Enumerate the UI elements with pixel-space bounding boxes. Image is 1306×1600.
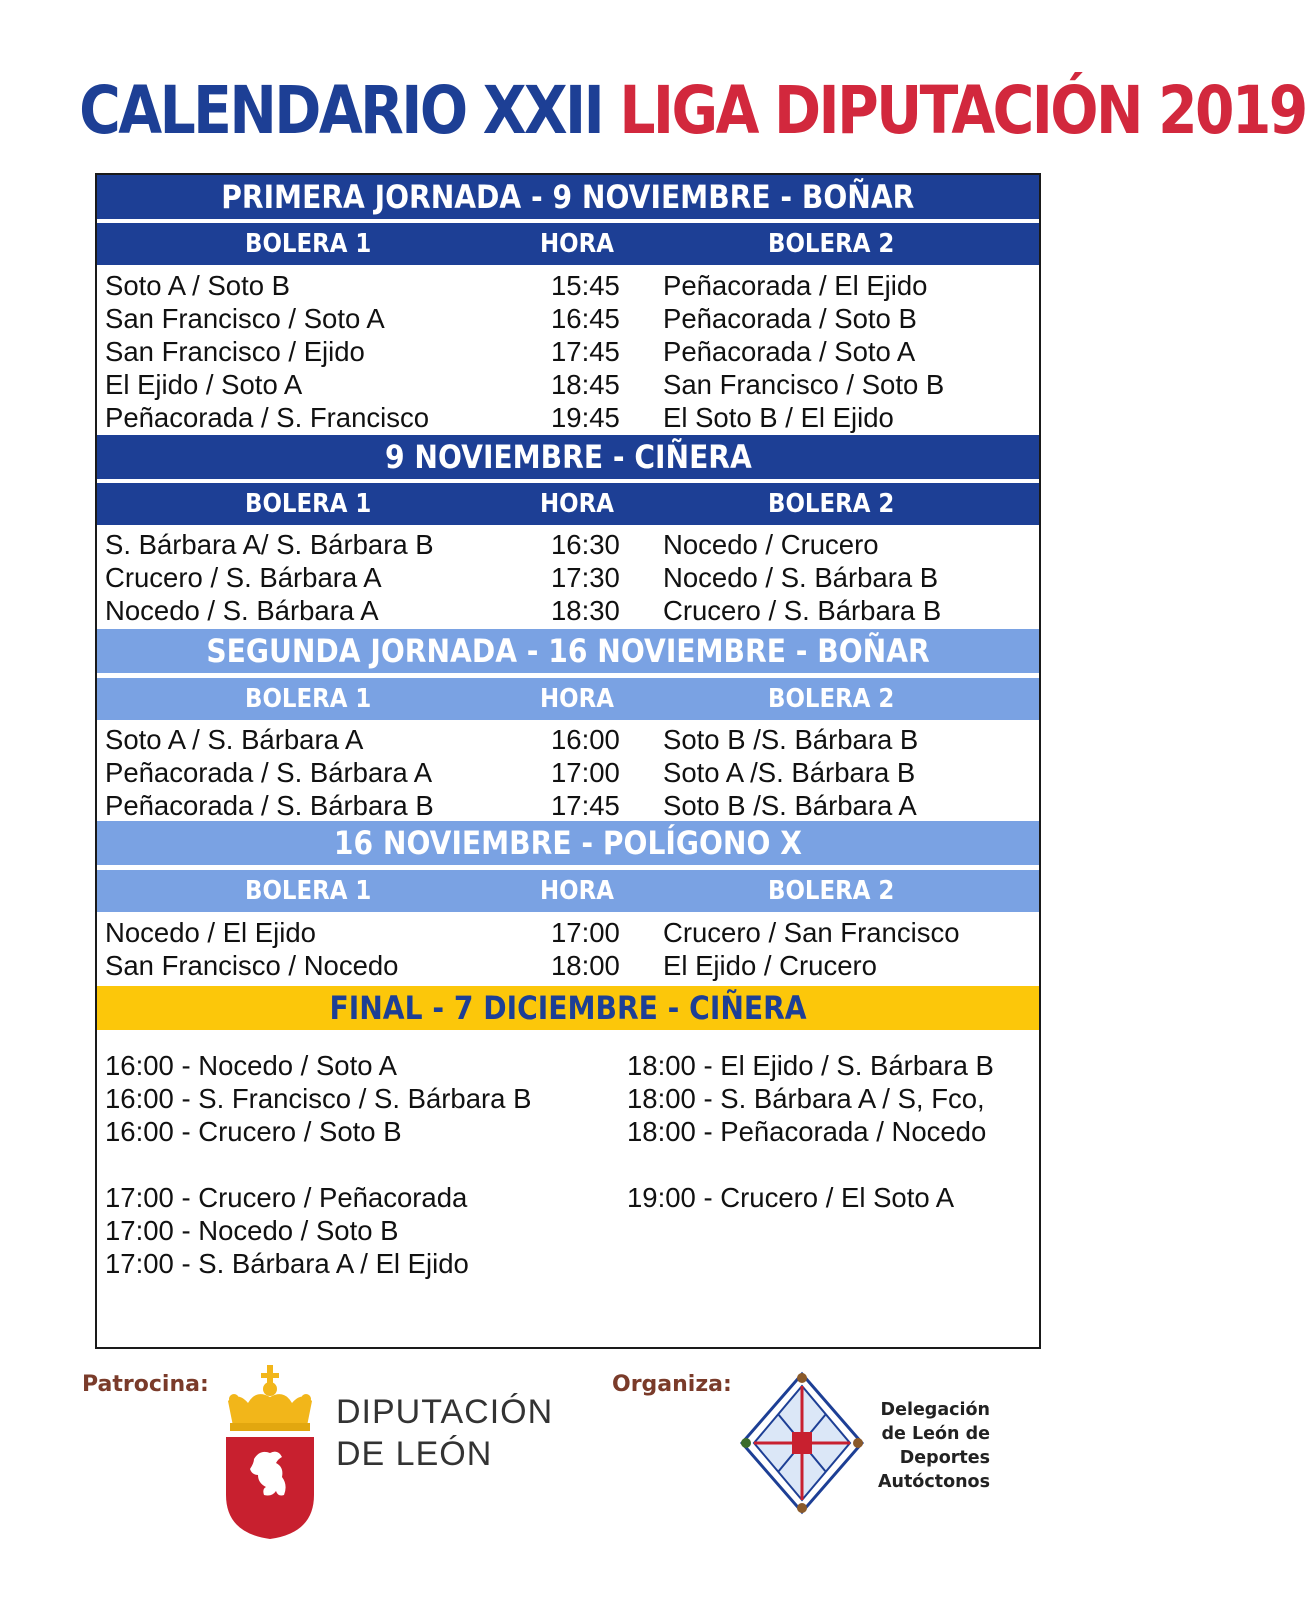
final-match: 17:00 - Crucero / Peñacorada bbox=[105, 1182, 468, 1213]
bolera-1-match: San Francisco / Ejido bbox=[105, 336, 365, 367]
section-3-title-text: SEGUNDA JORNADA - 16 NOVIEMBRE - BOÑAR bbox=[206, 632, 930, 670]
table-row bbox=[97, 335, 1039, 368]
bolera-1-match: Peñacorada / S. Bárbara B bbox=[105, 790, 434, 821]
match-time: 17:00 bbox=[551, 757, 620, 788]
final-match: 18:00 - Peñacorada / Nocedo bbox=[627, 1116, 987, 1147]
column-bolera-2: BOLERA 2 bbox=[768, 684, 895, 714]
section-4-title bbox=[97, 821, 1039, 865]
table-row bbox=[97, 561, 1039, 594]
section-3-title bbox=[97, 629, 1039, 673]
organizer-name-line: Delegación bbox=[880, 1400, 990, 1420]
final-match: 16:00 - S. Francisco / S. Bárbara B bbox=[105, 1083, 532, 1114]
section-2-column-headers bbox=[97, 483, 1039, 525]
table-row bbox=[97, 916, 1039, 949]
bolera-1-match: Peñacorada / S. Bárbara A bbox=[105, 757, 433, 788]
bolera-2-match: Peñacorada / Soto B bbox=[663, 303, 917, 334]
match-time: 17:00 bbox=[551, 917, 620, 948]
bolera-2-match: El Soto B / El Ejido bbox=[663, 402, 894, 433]
bolera-1-match: San Francisco / Soto A bbox=[105, 303, 385, 334]
column-bolera-1: BOLERA 1 bbox=[245, 229, 372, 259]
match-time: 16:00 bbox=[551, 724, 620, 755]
patrocina-label: Patrocina: bbox=[82, 1372, 209, 1397]
table-row bbox=[97, 269, 1039, 302]
section-3-column-headers bbox=[97, 678, 1039, 720]
column-hora: HORA bbox=[540, 229, 614, 259]
title-blue-part: CALENDARIO XXII bbox=[79, 72, 603, 149]
table-row bbox=[97, 401, 1039, 434]
section-4-title-text: 16 NOVIEMBRE - POLÍGONO X bbox=[333, 824, 803, 862]
bolera-2-match: Soto B /S. Bárbara A bbox=[663, 790, 917, 821]
final-right-column bbox=[627, 1049, 994, 1214]
bolera-2-match: Peñacorada / El Ejido bbox=[663, 270, 928, 301]
bolera-1-match: Soto A / S. Bárbara A bbox=[105, 724, 364, 755]
organizer-name bbox=[850, 1398, 990, 1494]
diputacion-leon-crest-logo bbox=[220, 1363, 320, 1543]
column-bolera-1: BOLERA 1 bbox=[245, 489, 372, 519]
section-2-rows bbox=[97, 528, 1039, 627]
column-bolera-2: BOLERA 2 bbox=[768, 876, 895, 906]
column-hora: HORA bbox=[540, 684, 614, 714]
section-4-rows bbox=[97, 916, 1039, 982]
federation-emblem-logo bbox=[738, 1368, 866, 1518]
final-title-text: FINAL - 7 DICIEMBRE - CIÑERA bbox=[329, 989, 807, 1027]
organiza-label: Organiza: bbox=[612, 1372, 732, 1397]
organizer-name-line: de León de bbox=[881, 1424, 990, 1444]
table-row bbox=[97, 756, 1039, 789]
section-2-title bbox=[97, 435, 1039, 479]
match-time: 19:45 bbox=[551, 402, 620, 433]
bolera-1-match: San Francisco / Nocedo bbox=[105, 950, 399, 981]
final-match: 16:00 - Nocedo / Soto A bbox=[105, 1050, 397, 1081]
bolera-2-match: Soto B /S. Bárbara B bbox=[663, 724, 919, 755]
final-match: 17:00 - S. Bárbara A / El Ejido bbox=[105, 1248, 469, 1279]
organizer-name-line: Deportes bbox=[899, 1448, 990, 1468]
column-hora: HORA bbox=[540, 489, 614, 519]
table-row bbox=[97, 528, 1039, 561]
diputacion-name-line-2: DE LEÓN bbox=[336, 1435, 493, 1473]
match-time: 17:45 bbox=[551, 336, 620, 367]
table-row bbox=[97, 789, 1039, 822]
bolera-1-match: Nocedo / S. Bárbara A bbox=[105, 595, 379, 626]
organizer-name-line: Autóctonos bbox=[877, 1472, 990, 1492]
bolera-1-match: Peñacorada / S. Francisco bbox=[105, 402, 430, 433]
section-2-title-text: 9 NOVIEMBRE - CIÑERA bbox=[384, 438, 752, 476]
final-left-column bbox=[105, 1049, 531, 1280]
match-time: 18:45 bbox=[551, 369, 620, 400]
section-1-rows bbox=[97, 269, 1039, 434]
bolera-2-match: Nocedo / Crucero bbox=[663, 529, 879, 560]
diputacion-name-line-1: DIPUTACIÓN bbox=[336, 1393, 554, 1431]
match-time: 18:30 bbox=[551, 595, 620, 626]
bolera-2-match: San Francisco / Soto B bbox=[663, 369, 945, 400]
final-match: 17:00 - Nocedo / Soto B bbox=[105, 1215, 399, 1246]
column-bolera-1: BOLERA 1 bbox=[245, 876, 372, 906]
final-match: 18:00 - S. Bárbara A / S, Fco, bbox=[627, 1083, 985, 1114]
bolera-1-match: Soto A / Soto B bbox=[105, 270, 290, 301]
column-bolera-2: BOLERA 2 bbox=[768, 489, 895, 519]
table-row bbox=[97, 368, 1039, 401]
match-time: 17:45 bbox=[551, 790, 620, 821]
section-3-rows bbox=[97, 723, 1039, 822]
table-row bbox=[97, 594, 1039, 627]
bolera-2-match: Peñacorada / Soto A bbox=[663, 336, 916, 367]
bolera-2-match: El Ejido / Crucero bbox=[663, 950, 877, 981]
match-time: 17:30 bbox=[551, 562, 620, 593]
match-time: 16:30 bbox=[551, 529, 620, 560]
title-red-part: LIGA DIPUTACIÓN 2019 bbox=[619, 72, 1306, 149]
match-time: 18:00 bbox=[551, 950, 620, 981]
table-row bbox=[97, 949, 1039, 982]
bolera-2-match: Crucero / S. Bárbara B bbox=[663, 595, 942, 626]
table-row bbox=[97, 302, 1039, 335]
column-bolera-1: BOLERA 1 bbox=[245, 684, 372, 714]
final-match: 19:00 - Crucero / El Soto A bbox=[627, 1182, 955, 1213]
bolera-2-match: Soto A /S. Bárbara B bbox=[663, 757, 916, 788]
final-title bbox=[97, 986, 1039, 1030]
section-1-title bbox=[97, 175, 1039, 219]
bolera-1-match: Crucero / S. Bárbara A bbox=[105, 562, 382, 593]
column-bolera-2: BOLERA 2 bbox=[768, 229, 895, 259]
section-1-title-text: PRIMERA JORNADA - 9 NOVIEMBRE - BOÑAR bbox=[221, 178, 915, 216]
match-time: 15:45 bbox=[551, 270, 620, 301]
match-time: 16:45 bbox=[551, 303, 620, 334]
bolera-1-match: Nocedo / El Ejido bbox=[105, 917, 316, 948]
column-hora: HORA bbox=[540, 876, 614, 906]
schedule-table bbox=[95, 173, 1041, 1349]
bolera-2-match: Crucero / San Francisco bbox=[663, 917, 960, 948]
final-match: 16:00 - Crucero / Soto B bbox=[105, 1116, 402, 1147]
final-match: 18:00 - El Ejido / S. Bárbara B bbox=[627, 1050, 994, 1081]
bolera-2-match: Nocedo / S. Bárbara B bbox=[663, 562, 939, 593]
section-4-column-headers bbox=[97, 870, 1039, 912]
section-1-column-headers bbox=[97, 223, 1039, 265]
bolera-1-match: S. Bárbara A/ S. Bárbara B bbox=[105, 529, 434, 560]
table-row bbox=[97, 723, 1039, 756]
bolera-1-match: El Ejido / Soto A bbox=[105, 369, 303, 400]
page-title bbox=[79, 72, 1306, 149]
